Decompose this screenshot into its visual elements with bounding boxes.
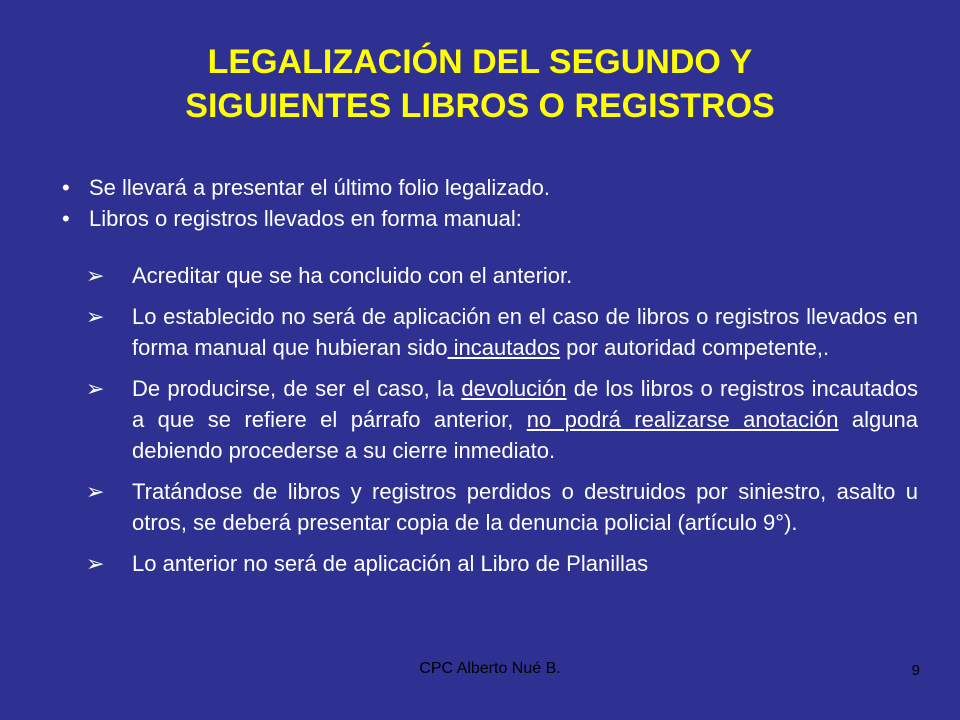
sub-item-text <box>132 373 918 466</box>
sub-item-list <box>86 260 918 589</box>
text-segment: De producirse, de ser el caso, la <box>132 376 462 401</box>
text-segment: Lo establecido no será de aplicación en el caso de libros o registros llevados en forma manual que hubieran sido <box>132 304 918 360</box>
arrow-bullet-icon: ➢ <box>86 479 105 504</box>
bullet-item <box>62 203 902 234</box>
text-segment: de los libros o registros incautados a que se refiere el párrafo anterior, <box>132 376 918 432</box>
slide-title-line-2: SIGUIENTES LIBROS O REGISTROS <box>185 87 775 125</box>
sub-item <box>86 301 918 363</box>
bullet-text: Se llevará a presentar el último folio legalizado. <box>89 175 551 200</box>
sub-item-text <box>132 301 918 363</box>
sub-item <box>86 476 918 538</box>
underlined-text: no podrá realizarse anotación <box>526 407 839 432</box>
underlined-text: incautados <box>447 335 561 360</box>
underlined-text: devolución <box>461 376 567 401</box>
arrow-bullet-icon: ➢ <box>86 263 105 288</box>
text-segment: alguna debiendo procederse a su cierre inmediato. <box>132 407 918 463</box>
bullet-item <box>62 172 902 203</box>
arrow-bullet-icon: ➢ <box>86 304 105 329</box>
slide-title <box>60 40 900 128</box>
bullet-list <box>62 172 902 234</box>
slide-number: 9 <box>911 662 920 679</box>
sub-item-text: Tratándose de libros y registros perdidos o destruidos por siniestro, asalto u otros, se deberá presentar copia de la denuncia policial (artículo 9°). <box>132 479 918 535</box>
sub-item <box>86 373 918 466</box>
text-segment: por autoridad competente,. <box>560 335 830 360</box>
bullet-dot-icon: • <box>62 175 70 200</box>
bullet-dot-icon: • <box>62 206 70 231</box>
arrow-bullet-icon: ➢ <box>86 376 105 401</box>
slide-title-line-1: LEGALIZACIÓN DEL SEGUNDO Y <box>207 43 753 81</box>
sub-item <box>86 260 918 291</box>
bullet-text: Libros o registros llevados en forma manual: <box>89 206 522 231</box>
sub-item-text: Lo anterior no será de aplicación al Libro de Planillas <box>132 551 649 576</box>
footer-author: CPC Alberto Nué B. <box>419 660 561 677</box>
sub-item <box>86 548 918 579</box>
sub-item-text: Acreditar que se ha concluido con el anterior. <box>132 263 573 288</box>
arrow-bullet-icon: ➢ <box>86 551 105 576</box>
